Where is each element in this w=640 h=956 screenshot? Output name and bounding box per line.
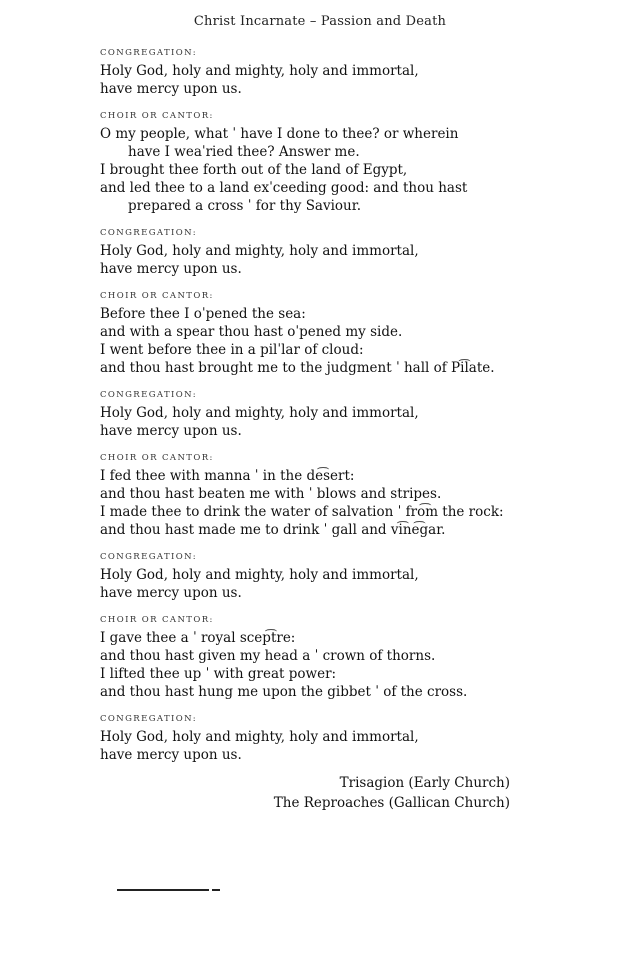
choir-section — [100, 111, 530, 215]
role-label: CONGREGATION: — [100, 390, 197, 400]
role-label: CHOIR OR CANTOR: — [100, 111, 214, 121]
verse-line: prepared a cross ˈ for thy Saviour. — [128, 198, 362, 214]
verse-line: and thou hast brought me to the judgment ˈ hall of Pi͡late. — [100, 360, 495, 376]
verse-line: I fed thee with manna ˈ in the de͡sert: — [100, 468, 355, 484]
congregation-section — [100, 48, 530, 98]
congregation-section — [100, 714, 530, 764]
congregation-section — [100, 552, 530, 602]
attribution-reproaches: The Reproaches (Gallican Church) — [273, 795, 510, 811]
verse-line: Holy God, holy and mighty, holy and immortal, — [100, 63, 419, 79]
running-title: Christ Incarnate – Passion and Death — [193, 14, 447, 29]
role-label: CHOIR OR CANTOR: — [100, 453, 214, 463]
verse-line: have mercy upon us. — [100, 261, 242, 277]
verse-line: Holy God, holy and mighty, holy and immortal, — [100, 243, 419, 259]
footer-rule — [117, 889, 209, 891]
verse-line: Holy God, holy and mighty, holy and immortal, — [100, 567, 419, 583]
verse-line: Holy God, holy and mighty, holy and immortal, — [100, 729, 419, 745]
verse-line: I lifted thee up ˈ with great power: — [100, 666, 337, 682]
role-label: CHOIR OR CANTOR: — [100, 291, 214, 301]
verse-line: have mercy upon us. — [100, 423, 242, 439]
text-body — [100, 48, 530, 777]
verse-line: I went before thee in a pilˈlar of cloud: — [100, 342, 364, 358]
verse-line: I made thee to drink the water of salvation ˈ fro͡m the rock: — [100, 504, 504, 520]
verse-line: have mercy upon us. — [100, 81, 242, 97]
verse-line: I gave thee a ˈ royal scep͡tre: — [100, 630, 296, 646]
role-label: CONGREGATION: — [100, 228, 197, 238]
role-label: CONGREGATION: — [100, 552, 197, 562]
verse-line: and led thee to a land exˈceeding good: and thou hast — [100, 180, 468, 196]
verse-line: and thou hast made me to drink ˈ gall and vi͡ne͡gar. — [100, 522, 446, 538]
attribution-trisagion: Trisagion (Early Church) — [339, 775, 510, 791]
verse-line: have I weaˈried thee? Answer me. — [128, 144, 360, 160]
footer-rule-tail — [212, 889, 220, 891]
verse-line: O my people, what ˈ have I done to thee? or wherein — [100, 126, 459, 142]
attribution — [274, 773, 510, 813]
role-label: CONGREGATION: — [100, 48, 197, 58]
verse-line: and thou hast hung me upon the gibbet ˈ of the cross. — [100, 684, 468, 700]
verse-line: Before thee I oˈpened the sea: — [100, 306, 306, 322]
congregation-section — [100, 228, 530, 278]
role-label: CHOIR OR CANTOR: — [100, 615, 214, 625]
choir-section — [100, 453, 530, 539]
choir-section — [100, 615, 530, 701]
verse-line: have mercy upon us. — [100, 585, 242, 601]
verse-line: Holy God, holy and mighty, holy and immortal, — [100, 405, 419, 421]
choir-section — [100, 291, 530, 377]
congregation-section — [100, 390, 530, 440]
verse-line: I brought thee forth out of the land of Egypt, — [100, 162, 408, 178]
verse-line: and with a spear thou hast oˈpened my side. — [100, 324, 403, 340]
verse-line: have mercy upon us. — [100, 747, 242, 763]
verse-line: and thou hast given my head a ˈ crown of thorns. — [100, 648, 436, 664]
role-label: CONGREGATION: — [100, 714, 197, 724]
verse-line: and thou hast beaten me with ˈ blows and stripes. — [100, 486, 442, 502]
